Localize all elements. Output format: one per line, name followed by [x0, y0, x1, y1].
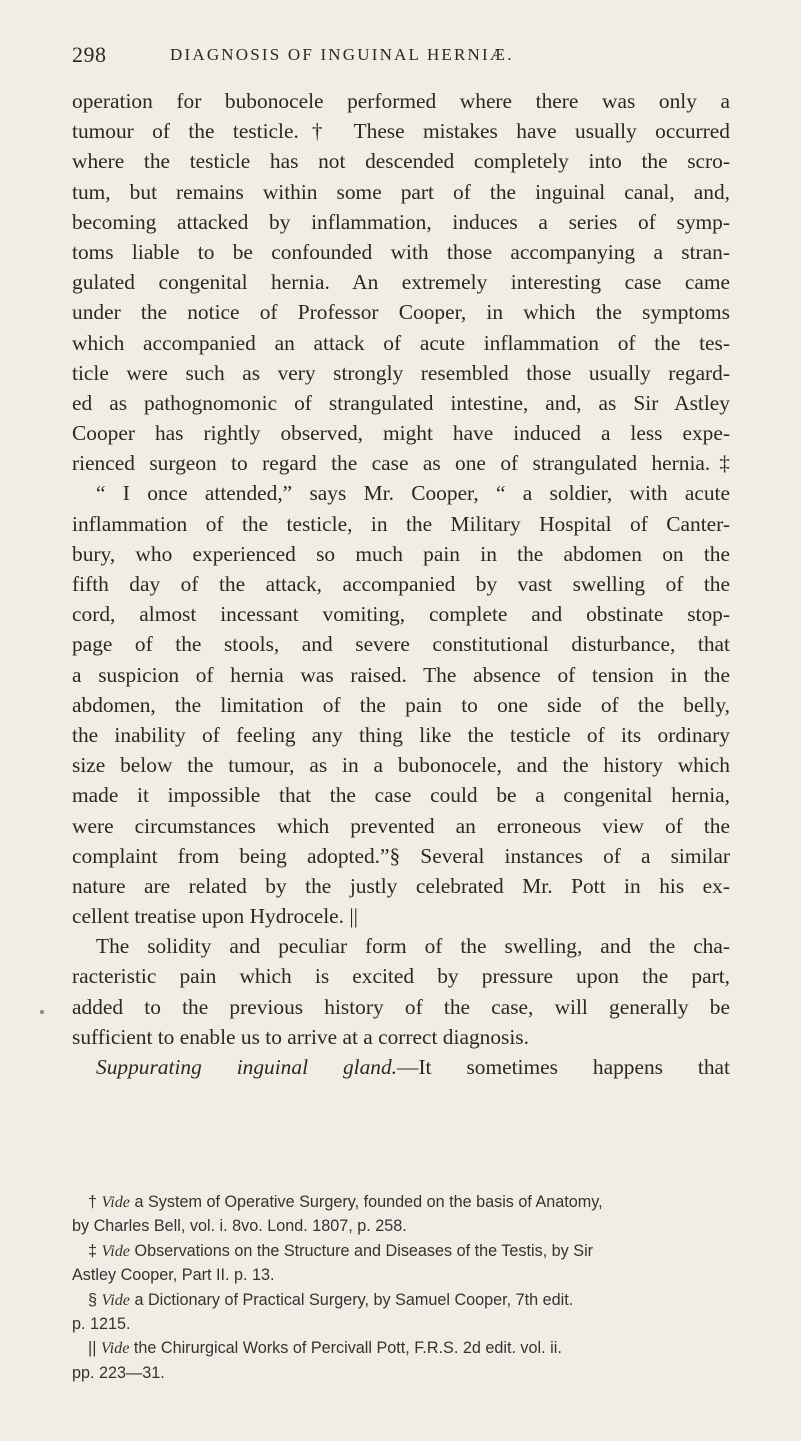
- text-line: complaint from being adopted.”§ Several instances of a similar: [72, 843, 730, 868]
- footnote-continuation: p. 1215.: [72, 1314, 131, 1333]
- text-line: Cooper has rightly observed, might have induced a less expe-: [72, 421, 730, 446]
- footnote-vide: Vide: [101, 1241, 130, 1260]
- section-heading: Suppurating inguinal gland.: [96, 1055, 398, 1079]
- footnote: [72, 1239, 734, 1263]
- text-line: nature are related by the justly celebrated Mr. Pott in his ex-: [72, 873, 730, 898]
- footnote-mark: ‡: [88, 1241, 98, 1260]
- footnote-continuation: Astley Cooper, Part II. p. 13.: [72, 1266, 275, 1285]
- text-line: abdomen, the limitation of the pain to one side of the belly,: [72, 692, 730, 717]
- text-line: made it impossible that the case could be a congenital hernia,: [72, 783, 730, 808]
- running-head: [72, 42, 732, 70]
- page-number: 298: [72, 42, 107, 67]
- text-line: sufficient to enable us to arrive at a correct diagnosis.: [72, 1024, 529, 1049]
- footnote-text: Observations on the Structure and Diseases of the Testis, by Sir: [134, 1241, 594, 1260]
- text-line: fifth day of the attack, accompanied by vast swelling of the: [72, 572, 730, 596]
- text-line: cellent treatise upon Hydrocele. ||: [72, 904, 358, 929]
- running-title: DIAGNOSIS OF INGUINAL HERNIÆ.: [170, 45, 514, 64]
- text-line: where the testicle has not descended completely into the scro-: [72, 149, 730, 174]
- footnote-text: the Chirurgical Works of Percivall Pott, F.R.S. 2d edit. vol. ii.: [133, 1339, 562, 1358]
- text-line: [72, 1052, 730, 1082]
- text-line: added to the previous history of the case, will generally be: [72, 994, 730, 1019]
- footnote: [72, 1288, 734, 1312]
- footnote-mark: †: [88, 1193, 98, 1211]
- text-line: tumour of the testicle.† These mistakes have usually occurred: [72, 119, 730, 144]
- footnote-mark: ||: [88, 1339, 97, 1358]
- footnote: [72, 1190, 734, 1214]
- footnote-vide: Vide: [100, 1339, 130, 1358]
- text-line: a suspicion of hernia was raised. The absence of tension in the: [72, 662, 730, 687]
- text-line: tum, but remains within some part of the inguinal canal, and,: [72, 179, 730, 204]
- text-line: page of the stools, and severe constitutional disturbance, that: [72, 632, 730, 657]
- footnote-mark: §: [88, 1290, 98, 1309]
- text-line: cord, almost incessant vomiting, complete and obstinate stop-: [72, 602, 730, 627]
- text-line: were circumstances which prevented an erroneous view of the: [72, 813, 730, 838]
- text-line: gulated congenital hernia. An extremely interesting case came: [72, 270, 730, 295]
- text-line: ticle were such as very strongly resembled those usually regard-: [72, 360, 730, 385]
- text-line: becoming attacked by inflammation, induces a series of symp-: [72, 209, 730, 234]
- text-line: rienced surgeon to regard the case as one of strangulated hernia.‡: [72, 451, 730, 476]
- text-line: “ I once attended,” says Mr. Cooper, “ a soldier, with acute: [96, 481, 730, 506]
- footnote-text: a Dictionary of Practical Surgery, by Samuel Cooper, 7th edit.: [134, 1290, 574, 1309]
- text-line: toms liable to be confounded with those accompanying a stran-: [72, 239, 730, 264]
- text-line: which accompanied an attack of acute inflammation of the tes-: [72, 330, 730, 355]
- text-line: operation for bubonocele performed where there was only a: [72, 89, 730, 113]
- text-line: size below the tumour, as in a bubonocele, and the history which: [72, 753, 730, 778]
- footnote-vide: Vide: [101, 1290, 130, 1309]
- page-blemish: [40, 1010, 44, 1014]
- body-text: [72, 86, 730, 1082]
- text-line: under the notice of Professor Cooper, in which the symptoms: [72, 300, 730, 325]
- footnote-vide: Vide: [101, 1193, 130, 1211]
- text-line: The solidity and peculiar form of the swelling, and the cha-: [96, 934, 730, 959]
- footnote: [72, 1336, 734, 1360]
- footnote-continuation: by Charles Bell, vol. i. 8vo. Lond. 1807, p. 258.: [72, 1217, 407, 1236]
- text-line: the inability of feeling any thing like the testicle of its ordinary: [72, 722, 730, 747]
- footnote-text: a System of Operative Surgery, founded on the basis of Anatomy,: [134, 1193, 603, 1211]
- footnote-continuation: pp. 223—31.: [72, 1363, 165, 1382]
- text-line: inflammation of the testicle, in the Military Hospital of Canter-: [72, 511, 730, 536]
- text-line: bury, who experienced so much pain in the abdomen on the: [72, 541, 730, 566]
- section-lead: —It sometimes happens that: [397, 1055, 730, 1079]
- text-line: ed as pathognomonic of strangulated intestine, and, as Sir Astley: [72, 390, 730, 415]
- text-line: racteristic pain which is excited by pressure upon the part,: [72, 964, 730, 989]
- footnotes: [72, 1190, 734, 1385]
